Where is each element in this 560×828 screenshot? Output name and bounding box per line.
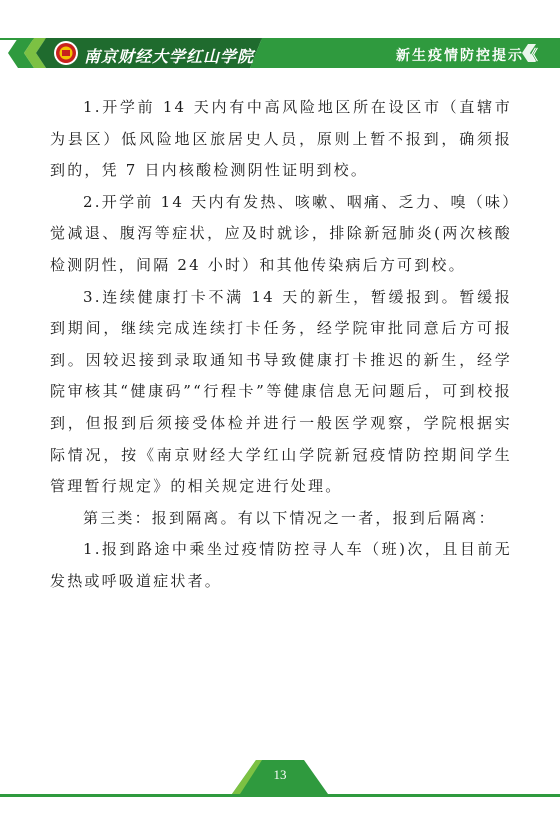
paragraph: 1.报到路途中乘坐过疫情防控寻人车（班)次，且目前无发热或呼吸道症状者。 [50, 540, 512, 590]
school-name: 南京财经大学红山学院 [84, 47, 255, 66]
paragraph: 第三类：报到隔离。有以下情况之一者，报到后隔离： [83, 508, 496, 527]
document-body [50, 92, 512, 598]
school-emblem-icon [54, 41, 78, 65]
paragraph: 3.连续健康打卡不满 14 天的新生，暂缓报到。暂缓报到期间，继续完成连续打卡任务，经学院审批同意后方可报到。因较迟接到录取通知书导致健康打卡推迟的新生，经学院审核其“健康码”“行程卡”等健康信息无问题后，可到校报到，但报到后须接受体检并进行一般医学观察，学院根据实际情况，按《南京财经大学红山学院新冠疫情防控期间学生管理暂行规定》的相关规定进行处理。 [50, 287, 512, 496]
section-title: 新生疫情防控提示《 [396, 48, 540, 64]
paragraph: 1.开学前 14 天内有中高风险地区所在设区市（直辖市为县区）低风险地区旅居史人员，原则上暂不报到，确须报到的，凭 7 日内核酸检测阴性证明到校。 [50, 98, 512, 180]
page-header [0, 0, 560, 78]
page-number: 13 [273, 767, 287, 782]
paragraph: 2.开学前 14 天内有发热、咳嗽、咽痛、乏力、嗅（味）觉减退、腹泻等症状，应及时就诊，排除新冠肺炎(两次核酸检测阴性，间隔 24 小时）和其他传染病后方可到校。 [50, 192, 512, 274]
